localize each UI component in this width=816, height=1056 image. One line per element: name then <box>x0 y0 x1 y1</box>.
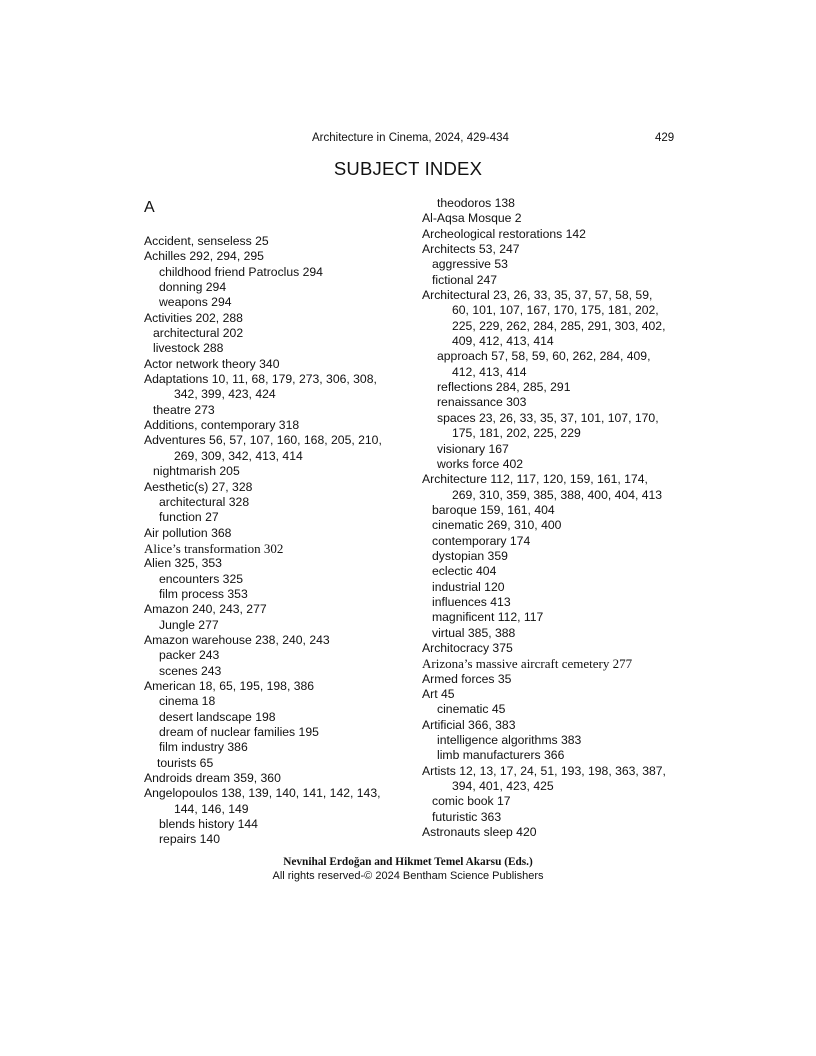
index-entry: Additions, contemporary 318 <box>144 418 300 433</box>
index-entry: Armed forces 35 <box>422 671 512 686</box>
index-subentry: encounters 325 <box>159 571 244 586</box>
section-letter: A <box>144 199 155 216</box>
index-subentry: livestock 288 <box>153 341 224 356</box>
index-subentry: works force 402 <box>437 456 524 471</box>
index-subentry: function 27 <box>159 510 219 525</box>
index-subentry: scenes 243 <box>159 663 222 678</box>
index-subentry: eclectic 404 <box>432 564 497 579</box>
page-title: SUBJECT INDEX <box>333 158 483 179</box>
index-subentry: repairs 140 <box>159 832 220 847</box>
page-number: 429 <box>655 132 675 144</box>
index-subentry: packer 243 <box>159 648 220 663</box>
index-entry-continuation: 409, 412, 413, 414 <box>452 334 554 349</box>
index-entry: Arizona’s massive aircraft cemetery 277 <box>422 656 633 672</box>
index-entry: Architocracy 375 <box>422 640 513 655</box>
index-entry-continuation: 144, 146, 149 <box>174 801 249 816</box>
index-entry: Achilles 292, 294, 295 <box>144 249 264 264</box>
index-column-right <box>422 196 692 840</box>
index-subentry: renaissance 303 <box>437 395 527 410</box>
index-entries-left <box>144 234 394 848</box>
index-entry: Air pollution 368 <box>144 525 232 540</box>
index-subentry: childhood friend Patroclus 294 <box>159 264 323 279</box>
index-subentry: desert landscape 198 <box>159 709 276 724</box>
index-entry-continuation: 60, 101, 107, 167, 170, 175, 181, 202, <box>452 303 659 318</box>
index-subentry: cinematic 269, 310, 400 <box>432 518 562 533</box>
index-entry: Architecture 112, 117, 120, 159, 161, 174, <box>422 472 648 487</box>
index-entry: Activities 202, 288 <box>144 310 243 325</box>
index-entry: American 18, 65, 195, 198, 386 <box>144 678 315 693</box>
index-subentry: magnificent 112, 117 <box>432 610 544 625</box>
index-subentry: comic book 17 <box>432 794 511 809</box>
index-entry-continuation: 175, 181, 202, 225, 229 <box>452 426 581 441</box>
index-entry: Archeological restorations 142 <box>422 226 586 241</box>
index-entry: Amazon 240, 243, 277 <box>144 602 267 617</box>
index-entry: Adventures 56, 57, 107, 160, 168, 205, 210, <box>144 433 382 448</box>
index-entry: Accident, senseless 25 <box>144 234 269 248</box>
index-entry: Aesthetic(s) 27, 328 <box>144 479 253 494</box>
index-subentry: intelligence algorithms 383 <box>437 733 582 748</box>
index-subentry: industrial 120 <box>432 579 505 594</box>
page-footer <box>0 855 816 883</box>
index-column-left <box>144 196 394 848</box>
index-entry: Alice’s transformation 302 <box>144 540 284 556</box>
index-subentry: Jungle 277 <box>159 617 219 632</box>
index-entry: Actor network theory 340 <box>144 356 280 371</box>
index-subentry: cinema 18 <box>159 694 216 709</box>
index-subentry: tourists 65 <box>157 755 214 770</box>
index-subentry: theatre 273 <box>153 402 215 417</box>
index-entry: Al-Aqsa Mosque 2 <box>422 211 522 226</box>
index-entry: Architects 53, 247 <box>422 242 520 257</box>
index-subentry: weapons 294 <box>159 295 232 310</box>
index-subentry: donning 294 <box>159 280 227 295</box>
index-entry-continuation: 225, 229, 262, 284, 285, 291, 303, 402, <box>452 318 666 333</box>
index-subentry: virtual 385, 388 <box>432 625 516 640</box>
index-entry: Artificial 366, 383 <box>422 717 516 732</box>
index-entry: Alien 325, 353 <box>144 556 222 571</box>
index-subentry: film process 353 <box>159 586 248 601</box>
index-subentry: dream of nuclear families 195 <box>159 725 319 739</box>
index-subentry: baroque 159, 161, 404 <box>432 502 555 517</box>
index-subentry: cinematic 45 <box>437 702 506 717</box>
index-subentry: approach 57, 58, 59, 60, 262, 284, 409, <box>437 349 651 364</box>
index-subentry: spaces 23, 26, 33, 35, 37, 101, 107, 170, <box>437 410 659 425</box>
index-entry: Angelopoulos 138, 139, 140, 141, 142, 143, <box>144 786 381 801</box>
index-subentry: nightmarish 205 <box>153 464 240 479</box>
index-subentry: aggressive 53 <box>432 257 508 272</box>
index-subentry: theodoros 138 <box>437 196 515 210</box>
index-subentry: limb manufacturers 366 <box>437 748 565 763</box>
index-subentry: blends history 144 <box>159 817 258 832</box>
footer-copyright: All rights reserved-© 2024 Bentham Science Publishers <box>272 870 544 882</box>
index-entry-continuation: 394, 401, 423, 425 <box>452 779 554 794</box>
index-entry: Androids dream 359, 360 <box>144 771 281 786</box>
running-head-title: Architecture in Cinema, 2024, 429-434 <box>312 132 509 144</box>
index-subentry: film industry 386 <box>159 740 248 755</box>
footer-editors: Nevnihal Erdoğan and Hikmet Temel Akarsu (Eds.) <box>283 856 533 868</box>
index-entry-continuation: 269, 310, 359, 385, 388, 400, 404, 413 <box>452 487 663 502</box>
index-entry: Amazon warehouse 238, 240, 243 <box>144 632 330 647</box>
index-entry: Architectural 23, 26, 33, 35, 37, 57, 58, 59, <box>422 288 653 303</box>
index-entry-continuation: 342, 399, 423, 424 <box>174 387 276 402</box>
index-subentry: fictional 247 <box>432 272 498 287</box>
index-subentry: reflections 284, 285, 291 <box>437 380 571 395</box>
index-subentry: contemporary 174 <box>432 533 531 548</box>
index-entries-right <box>422 196 692 840</box>
index-subentry: visionary 167 <box>437 441 509 456</box>
index-subentry: influences 413 <box>432 594 511 609</box>
index-entry-continuation: 412, 413, 414 <box>452 364 527 379</box>
index-subentry: dystopian 359 <box>432 548 508 563</box>
index-subentry: futuristic 363 <box>432 809 502 824</box>
index-entry: Astronauts sleep 420 <box>422 825 537 840</box>
index-subentry: architectural 202 <box>153 326 244 341</box>
index-entry: Art 45 <box>422 687 455 701</box>
index-entry-continuation: 269, 309, 342, 413, 414 <box>174 448 303 463</box>
index-entry: Artists 12, 13, 17, 24, 51, 193, 198, 363, 387, <box>422 763 666 778</box>
index-subentry: architectural 328 <box>159 494 250 509</box>
index-entry: Adaptations 10, 11, 68, 179, 273, 306, 308, <box>144 372 377 387</box>
